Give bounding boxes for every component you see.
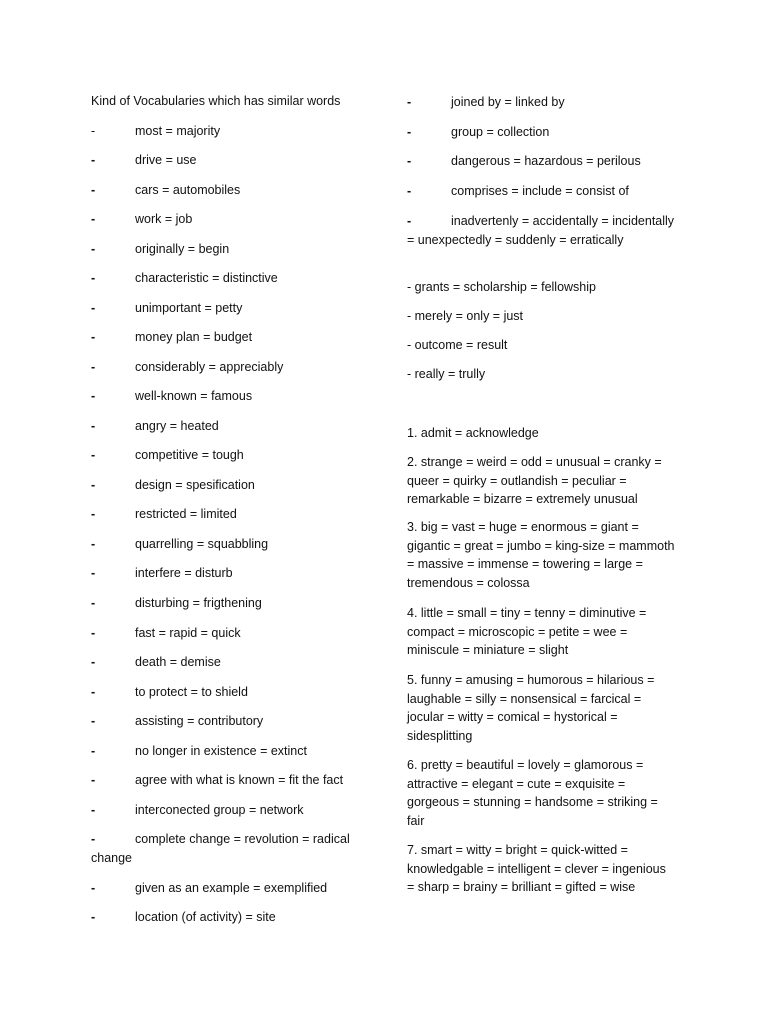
bullet-dash: - <box>407 214 412 228</box>
list-item <box>91 801 361 820</box>
list-item-text: drive = use <box>135 153 197 167</box>
list-item <box>91 908 361 927</box>
list-item <box>91 683 361 702</box>
list-item <box>91 417 361 436</box>
list-item-text: group = collection <box>451 125 550 139</box>
list-item <box>91 564 361 583</box>
list-item <box>91 240 361 259</box>
list-item-text: considerably = appreciably <box>135 360 284 374</box>
list-item-text: given as an example = exemplified <box>135 881 328 895</box>
list-item <box>91 181 361 200</box>
list-item <box>91 879 361 898</box>
list-item-text: death = demise <box>135 655 221 669</box>
list-item-text: comprises = include = consist of <box>451 184 629 198</box>
list-item <box>91 624 361 643</box>
bullet-dash: - <box>91 773 96 787</box>
list-item: - really = trully <box>407 367 486 381</box>
list-item <box>91 771 361 790</box>
list-item <box>407 182 677 201</box>
bullet-dash: - <box>91 566 96 580</box>
bullet-dash: - <box>91 744 96 758</box>
bullet-dash: - <box>91 419 96 433</box>
list-item <box>91 476 361 495</box>
list-item <box>91 328 361 347</box>
bullet-dash: - <box>91 507 96 521</box>
list-item-text: quarrelling = squabbling <box>135 537 269 551</box>
list-item: - grants = scholarship = fellowship <box>407 280 596 294</box>
bullet-dash: - <box>91 832 96 846</box>
list-item <box>91 387 361 406</box>
bullet-dash: - <box>407 125 412 139</box>
numbered-item: 4. little = small = tiny = tenny = diminutive = compact = microscopic = petite = wee = miniscule = miniature = slight <box>407 606 647 658</box>
bullet-dash: - <box>91 881 96 895</box>
list-item <box>407 212 677 249</box>
list-item <box>407 152 677 171</box>
list-item-text: money plan = budget <box>135 330 253 344</box>
bullet-dash: - <box>91 330 96 344</box>
bullet-dash: - <box>91 537 96 551</box>
page-title: Kind of Vocabularies which has similar words <box>91 94 341 108</box>
numbered-item: 5. funny = amusing = humorous = hilarious = laughable = silly = nonsensical = farcical = jocular = witty = comical = hystorical = sidesplitting <box>407 673 655 743</box>
list-item-text: work = job <box>135 212 193 226</box>
bullet-dash: - <box>91 389 96 403</box>
list-item-text: joined by = linked by <box>451 95 565 109</box>
list-item-text: restricted = limited <box>135 507 237 521</box>
bullet-dash: - <box>91 153 96 167</box>
list-item <box>91 269 361 288</box>
list-item <box>91 712 361 731</box>
list-item <box>91 653 361 672</box>
bullet-dash: - <box>91 448 96 462</box>
bullet-dash: - <box>91 478 96 492</box>
numbered-item: 2. strange = weird = odd = unusual = cranky = queer = quirky = outlandish = peculiar = remarkable = bizarre = extremely unusual <box>407 455 662 507</box>
list-item-text: characteristic = distinctive <box>135 271 278 285</box>
list-item <box>91 594 361 613</box>
bullet-dash: - <box>407 184 412 198</box>
bullet-dash: - <box>91 910 96 924</box>
list-item <box>91 742 361 761</box>
list-item-text: dangerous = hazardous = perilous <box>451 154 641 168</box>
bullet-dash: - <box>91 655 96 669</box>
numbered-item: 6. pretty = beautiful = lovely = glamorous = attractive = elegant = cute = exquisite = gorgeous = stunning = handsome = striking = fair <box>407 758 658 828</box>
list-item-text: no longer in existence = extinct <box>135 744 307 758</box>
bullet-dash: - <box>407 154 412 168</box>
list-item-text: unimportant = petty <box>135 301 243 315</box>
bullet-dash: - <box>91 685 96 699</box>
list-item <box>91 446 361 465</box>
list-item-text: cars = automobiles <box>135 183 241 197</box>
list-item-text: complete change = revolution = radical change <box>91 832 350 865</box>
list-item <box>91 358 361 377</box>
bullet-dash: - <box>91 626 96 640</box>
numbered-item: 3. big = vast = huge = enormous = giant = gigantic = great = jumbo = king-size = mammoth = massive = immense = towering = large = tremendous = colossa <box>407 520 675 590</box>
list-item-text: well-known = famous <box>135 389 253 403</box>
list-item: - merely = only = just <box>407 309 524 323</box>
list-item-text: design = spesification <box>135 478 255 492</box>
bullet-dash: - <box>91 360 96 374</box>
bullet-dash: - <box>91 271 96 285</box>
list-item-text: interfere = disturb <box>135 566 233 580</box>
numbered-item: 7. smart = witty = bright = quick-witted = knowledgable = intelligent = clever = ingenious = sharp = brainy = brilliant = gifted = wise <box>407 843 666 895</box>
list-item <box>91 122 361 141</box>
bullet-dash: - <box>91 124 96 138</box>
bullet-dash: - <box>91 803 96 817</box>
list-item: - outcome = result <box>407 338 508 352</box>
list-item-text: to protect = to shield <box>135 685 248 699</box>
list-item-text: competitive = tough <box>135 448 244 462</box>
list-item-text: agree with what is known = fit the fact <box>135 773 344 787</box>
list-item <box>91 151 361 170</box>
list-item-text: disturbing = frigthening <box>135 596 262 610</box>
bullet-dash: - <box>91 714 96 728</box>
list-item-text: location (of activity) = site <box>135 910 276 924</box>
list-item <box>407 93 677 112</box>
list-item-text: inadvertenly = accidentally = incidentally = unexpectedly = suddenly = erratically <box>407 214 675 247</box>
list-item-text: fast = rapid = quick <box>135 626 241 640</box>
bullet-dash: - <box>407 95 412 109</box>
list-item <box>91 210 361 229</box>
list-item <box>91 299 361 318</box>
numbered-item: 1. admit = acknowledge <box>407 426 539 440</box>
bullet-dash: - <box>91 183 96 197</box>
bullet-dash: - <box>91 212 96 226</box>
list-item <box>407 123 677 142</box>
list-item-text: most = majority <box>135 124 221 138</box>
bullet-dash: - <box>91 242 96 256</box>
list-item <box>91 830 361 867</box>
list-item-text: originally = begin <box>135 242 230 256</box>
list-item-text: interconected group = network <box>135 803 304 817</box>
bullet-dash: - <box>91 301 96 315</box>
list-item-text: angry = heated <box>135 419 219 433</box>
list-item <box>91 505 361 524</box>
bullet-dash: - <box>91 596 96 610</box>
list-item-text: assisting = contributory <box>135 714 264 728</box>
list-item <box>91 535 361 554</box>
